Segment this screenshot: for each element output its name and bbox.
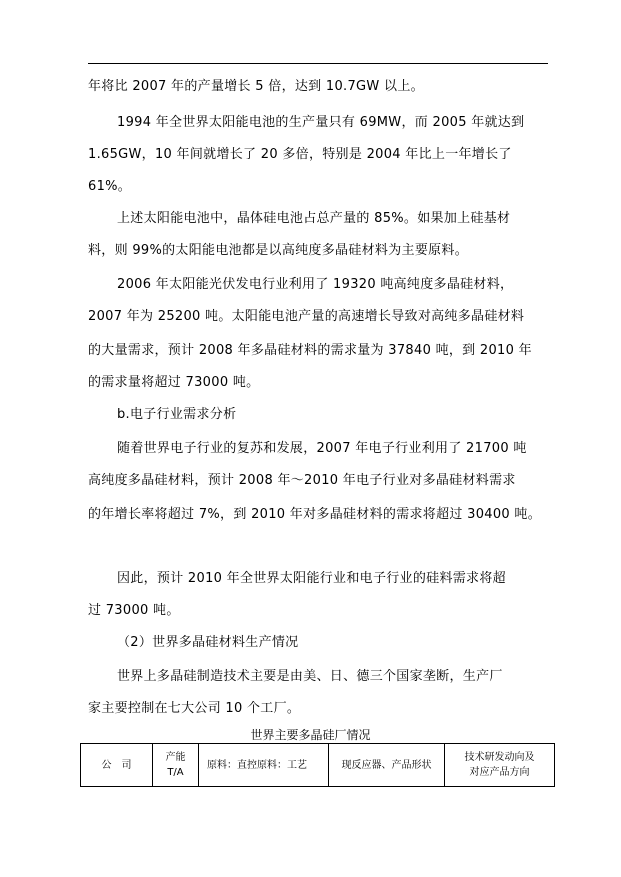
paragraph-line: 上述太阳能电池中，晶体硅电池占总产量的 85%。如果加上硅基材 bbox=[117, 211, 511, 226]
polysilicon-plants-table bbox=[80, 743, 555, 787]
paragraph-line: 因此，预计 2010 年全世界太阳能行业和电子行业的硅料需求将超 bbox=[117, 571, 506, 586]
paragraph-line: 世界上多晶硅制造技术主要是由美、日、德三个国家垄断，生产厂 bbox=[117, 669, 503, 684]
header-material: 原料：直控原料：工艺 bbox=[199, 744, 329, 787]
header-reactor: 现反应器、产品形状 bbox=[329, 744, 445, 787]
header-rd-direction bbox=[445, 744, 555, 787]
paragraph-line: 2006 年太阳能光伏发电行业利用了 19320 吨高纯度多晶硅材料， bbox=[117, 277, 514, 292]
section-heading: b.电子行业需求分析 bbox=[117, 407, 237, 422]
paragraph-line: 的大量需求，预计 2008 年多晶硅材料的需求量为 37840 吨，到 2010 年 bbox=[88, 343, 532, 358]
section-heading: （2）世界多晶硅材料生产情况 bbox=[117, 635, 299, 650]
table-header-row bbox=[81, 744, 555, 787]
paragraph-line: 1994 年全世界太阳能电池的生产量只有 69MW，而 2005 年就达到 bbox=[117, 115, 525, 130]
table-caption: 世界主要多晶硅厂情况 bbox=[250, 728, 371, 742]
paragraph-line: 1.65GW，10 年间就增长了 20 多倍，特别是 2004 年比上一年增长了 bbox=[88, 147, 512, 162]
paragraph-line: 随着世界电子行业的复苏和发展，2007 年电子行业利用了 21700 吨 bbox=[117, 441, 527, 456]
paragraph-line: 的需求量将超过 73000 吨。 bbox=[88, 375, 260, 390]
header-rule bbox=[88, 63, 548, 64]
header-rd-line2: 对应产品方向 bbox=[469, 767, 530, 778]
header-capacity-label: 产能 bbox=[165, 752, 186, 763]
paragraph-line: 的年增长率将超过 7%，到 2010 年对多晶硅材料的需求将超过 30400 吨。 bbox=[88, 507, 542, 522]
header-capacity-unit: T/A bbox=[167, 767, 184, 778]
paragraph-line: 年将比 2007 年的产量增长 5 倍，达到 10.7GW 以上。 bbox=[88, 79, 424, 94]
paragraph-line: 家主要控制在七大公司 10 个工厂。 bbox=[88, 701, 301, 716]
header-rd-line1: 技术研发动向及 bbox=[464, 752, 535, 763]
header-company: 公 司 bbox=[81, 744, 153, 787]
paragraph-line: 61%。 bbox=[88, 179, 132, 194]
paragraph-line: 2007 年为 25200 吨。太阳能电池产量的高速增长导致对高纯多晶硅材料 bbox=[88, 309, 525, 324]
header-capacity bbox=[153, 744, 199, 787]
paragraph-line: 过 73000 吨。 bbox=[88, 603, 180, 618]
paragraph-line: 高纯度多晶硅材料，预计 2008 年～2010 年电子行业对多晶硅材料需求 bbox=[88, 473, 516, 488]
paragraph-line: 料，则 99%的太阳能电池都是以高纯度多晶硅材料为主要原料。 bbox=[88, 243, 469, 258]
